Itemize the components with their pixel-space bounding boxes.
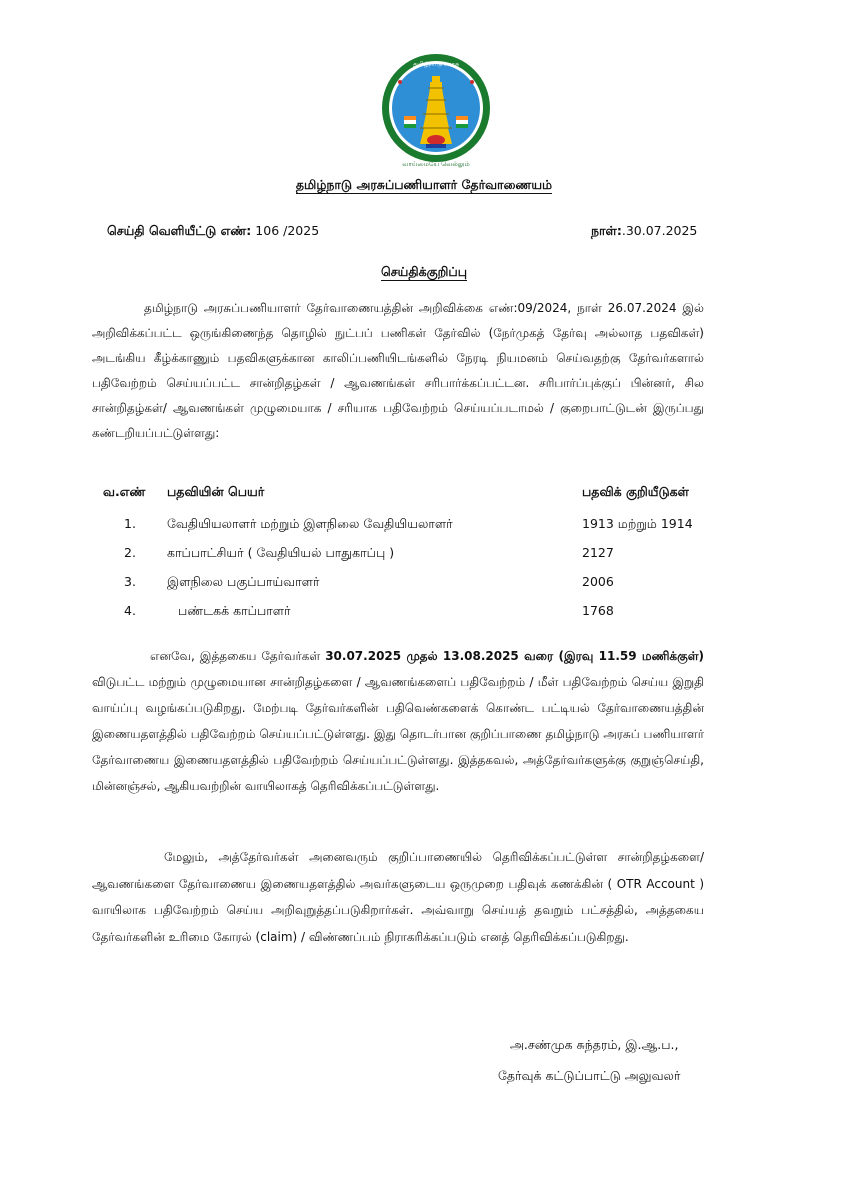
organization-name: தமிழ்நாடு அரசுப்பணியாளர் தேர்வாணையம்	[295, 177, 553, 192]
paragraph-deadline-lead: எனவே, இத்தகைய தேர்வர்கள்	[150, 649, 326, 663]
table-cell-code: 2006	[582, 574, 614, 589]
release-number	[107, 223, 319, 240]
table-cell-code: 2127	[582, 545, 614, 560]
page-title	[0, 177, 848, 194]
paragraph-deadline	[92, 643, 704, 799]
table-cell-no: 3.	[124, 574, 136, 589]
signatory-name: அ.சண்முக சுந்தரம், இ.ஆ.ப.,	[510, 1037, 679, 1052]
table-header-post: பதவியின் பெயர்	[167, 484, 265, 499]
table-header-serial: வ.எண்	[103, 484, 146, 499]
subtitle-text: செய்திக்குறிப்பு	[381, 264, 467, 279]
emblem-motto: வாய்மையே வெல்லும்	[402, 160, 470, 168]
tamil-nadu-emblem-icon	[374, 52, 498, 176]
emblem-ring-text: தமிழ்நாடு அரசு	[412, 60, 460, 68]
table-cell-no: 2.	[124, 545, 136, 560]
date-value: .30.07.2025	[621, 223, 698, 238]
release-label: செய்தி வெளியீட்டு எண்:	[107, 223, 252, 238]
deadline-period: 30.07.2025 முதல் 13.08.2025 வரை (இரவு 11.59 மணிக்குள்)	[325, 649, 705, 663]
table-cell-post: வேதியியலாளர் மற்றும் இளநிலை வேதியியலாளர்	[167, 516, 453, 531]
table-cell-code: 1913 மற்றும் 1914	[582, 516, 693, 531]
table-cell-post: இளநிலை பகுப்பாய்வாளர்	[167, 574, 320, 589]
table-cell-post: காப்பாட்சியர் ( வேதியியல் பாதுகாப்பு )	[167, 545, 395, 560]
table-cell-no: 1.	[124, 516, 136, 531]
release-value: 106 /2025	[251, 223, 320, 238]
paragraph-intro: தமிழ்நாடு அரசுப்பணியாளர் தேர்வாணையத்தின் அறிவிக்கை எண்:09/2024, நாள் 26.07.2024 இல் அறிவிக்கப்பட்ட ஒருங்கிணைந்த தொழில் நுட்பப் பணிகள் தேர்வில் (நேர்முகத் தேர்வு அல்லாத பதவிகள்) அடங்கிய கீழ்க்காணும் பதவிகளுக்கான காலிப்பணியிடங்களில் நேரடி நியமனம் செய்வதற்கு தேர்வர்களால் பதிவேற்றம் செய்யப்பட்ட சான்றிதழ்கள் / ஆவணங்கள் சரிபார்க்கப்பட்டன. சரிபார்ப்புக்குப் பின்னர், சில சான்றிதழ்கள்/ ஆவணங்கள் முழுமையாக / சரியாக பதிவேற்றம் செய்யப்படாமல் / குறைபாட்டுடன் இருப்பது கண்டறியப்பட்டுள்ளது:	[92, 301, 704, 440]
paragraph-deadline-rest: விடுபட்ட மற்றும் முழுமையான சான்றிதழ்களை / ஆவணங்களைப் பதிவேற்றம் / மீள் பதிவேற்றம் செய்ய இறுதி வாய்ப்பு வழங்கப்படுகிறது. மேற்படி தேர்வர்களின் பதிவெண்களைக் கொண்ட பட்டியல் தேர்வாணையத்தின் இணையதளத்தில் பதிவேற்றம் செய்யப்பட்டுள்ளது. இது தொடர்பான குறிப்பாணை தமிழ்நாடு அரசுப் பணியாளர் தேர்வாணைய இணையதளத்தில் பதிவேற்றம் செய்யப்பட்டுள்ளது. இத்தகவல், அத்தேர்வர்களுக்கு குறுஞ்செய்தி, மின்னஞ்சல், ஆகியவற்றின் வாயிலாகத் தெரிவிக்கப்பட்டுள்ளது.	[92, 675, 704, 793]
release-date	[591, 223, 697, 240]
table-cell-post: பண்டகக் காப்பாளர்	[178, 603, 291, 618]
table-cell-no: 4.	[124, 603, 136, 618]
signatory-designation: தேர்வுக் கட்டுப்பாட்டு அலுவலர்	[498, 1068, 681, 1083]
paragraph-instructions: மேலும், அத்தேர்வர்கள் அனைவரும் குறிப்பாணையில் தெரிவிக்கப்பட்டுள்ள சான்றிதழ்களை/ ஆவணங்களை தேர்வாணைய இணையதளத்தில் அவர்களுடைய ஒருமுறை பதிவுக் கணக்கின் ( OTR Account ) வாயிலாக பதிவேற்றம் செய்ய அறிவுறுத்தப்படுகிறார்கள். அவ்வாறு செய்யத் தவறும் பட்சத்தில், அத்தகைய தேர்வர்களின் உரிமை கோரல் (claim) / விண்ணப்பம் நிராகரிக்கப்படும் எனத் தெரிவிக்கப்படுகிறது.	[92, 850, 704, 944]
date-label: நாள்:	[591, 223, 622, 238]
table-header-code: பதவிக் குறியீடுகள்	[582, 484, 689, 499]
document-subtitle	[0, 264, 848, 281]
table-cell-code: 1768	[582, 603, 614, 618]
